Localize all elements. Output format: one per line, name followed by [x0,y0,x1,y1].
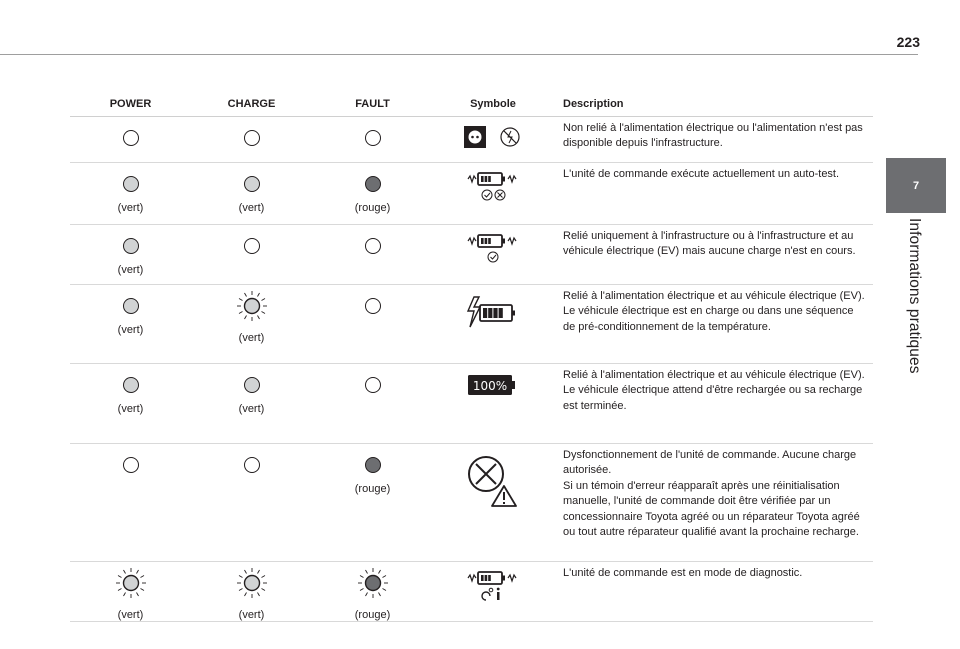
led-status-table [70,92,873,622]
cell-symbol [433,162,553,224]
table-row [70,443,873,561]
battery-percent-text: 100% [472,378,508,393]
cell-fault [312,561,433,621]
power-color-label: (vert) [117,402,144,415]
led-off-icon [365,238,381,254]
fault-warning-icon [464,452,522,508]
cell-description: Relié à l'alimentation électrique et au véhicule électrique (EV). Le véhicule électrique attend d'être rechargée ou sa recharge est terminée. [553,363,873,443]
cell-fault [312,224,433,284]
cell-charge [191,224,312,284]
charge-color-label: (vert) [238,331,265,344]
cell-power [70,561,191,621]
led-off-icon [365,130,381,146]
charge-color-label: (vert) [238,201,265,214]
led-green-blinking-icon [236,290,268,322]
led-red-blinking-icon [357,567,389,599]
battery-full-icon [464,372,522,398]
led-green-icon [244,176,260,192]
fault-color-label: (rouge) [354,201,391,214]
led-green-icon [123,298,139,314]
table-row [70,116,873,162]
led-off-icon [244,130,260,146]
header-description: Description [553,92,873,116]
led-off-icon [365,377,381,393]
cell-symbol [433,224,553,284]
led-red-icon [365,457,381,473]
cell-charge [191,363,312,443]
cell-power [70,162,191,224]
cell-fault [312,284,433,363]
cell-symbol [433,561,553,621]
cell-symbol [433,116,553,162]
cell-power [70,443,191,561]
cell-description: Dysfonctionnement de l'unité de commande. Aucune charge autorisée. Si un témoin d'erreur réapparaît après une réinitialisation manuelle, l'unité de commande doit être vérifiée par un concessionnaire Toyota agréé ou un réparateur Toyota agréé ou tout autre réparateur qualifié avant la prochaine recharge. [553,443,873,561]
cell-description: L'unité de commande est en mode de diagnostic. [553,561,873,621]
led-off-icon [244,457,260,473]
chapter-title: Informations pratiques [906,218,923,374]
header-symbol: Symbole [433,92,553,116]
cell-fault [312,116,433,162]
fault-color-label: (rouge) [354,482,391,495]
led-red-icon [365,176,381,192]
cell-symbol [433,363,553,443]
led-off-icon [244,238,260,254]
led-green-blinking-icon [236,567,268,599]
cell-charge [191,162,312,224]
power-color-label: (vert) [117,323,144,336]
power-color-label: (vert) [117,263,144,276]
chapter-tab[interactable]: 7 [886,158,946,213]
cell-symbol [433,443,553,561]
cell-description: Non relié à l'alimentation électrique ou l'alimentation n'est pas disponible depuis l'infrastructure. [553,116,873,162]
cell-charge [191,116,312,162]
cell-fault [312,162,433,224]
led-green-blinking-icon [115,567,147,599]
page-number: 223 [896,34,920,50]
header-rule [0,54,918,55]
plug-and-no-power-icon [462,125,524,149]
table-row [70,224,873,284]
led-green-icon [123,377,139,393]
diagnostic-icon [464,570,522,602]
led-off-icon [365,298,381,314]
cell-charge [191,284,312,363]
header-charge: CHARGE [191,92,312,116]
cell-power [70,224,191,284]
power-color-label: (vert) [117,608,144,621]
led-off-icon [123,130,139,146]
power-color-label: (vert) [117,201,144,214]
led-green-icon [244,377,260,393]
cell-fault [312,363,433,443]
led-green-icon [123,238,139,254]
charge-color-label: (vert) [238,608,265,621]
cell-charge [191,443,312,561]
cell-fault [312,443,433,561]
led-green-icon [123,176,139,192]
cell-description: L'unité de commande exécute actuellement un auto-test. [553,162,873,224]
header-power: POWER [70,92,191,116]
cell-power [70,116,191,162]
table-header-row [70,92,873,116]
cell-power [70,284,191,363]
self-test-icon [464,171,522,203]
charge-color-label: (vert) [238,402,265,415]
cell-charge [191,561,312,621]
charging-icon [464,293,522,333]
led-off-icon [123,457,139,473]
cell-description: Relié uniquement à l'infrastructure ou à l'infrastructure et au véhicule électrique (EV) mais aucune charge n'est en cours. [553,224,873,284]
table-row [70,561,873,621]
connected-no-charge-icon [464,233,522,265]
cell-symbol [433,284,553,363]
fault-color-label: (rouge) [354,608,391,621]
table-row [70,162,873,224]
table-row [70,284,873,363]
table-row [70,363,873,443]
header-fault: FAULT [312,92,433,116]
cell-power [70,363,191,443]
cell-description: Relié à l'alimentation électrique et au véhicule électrique (EV). Le véhicule électrique est en charge ou dans une séquence de pré-conditionnement de la température. [553,284,873,363]
